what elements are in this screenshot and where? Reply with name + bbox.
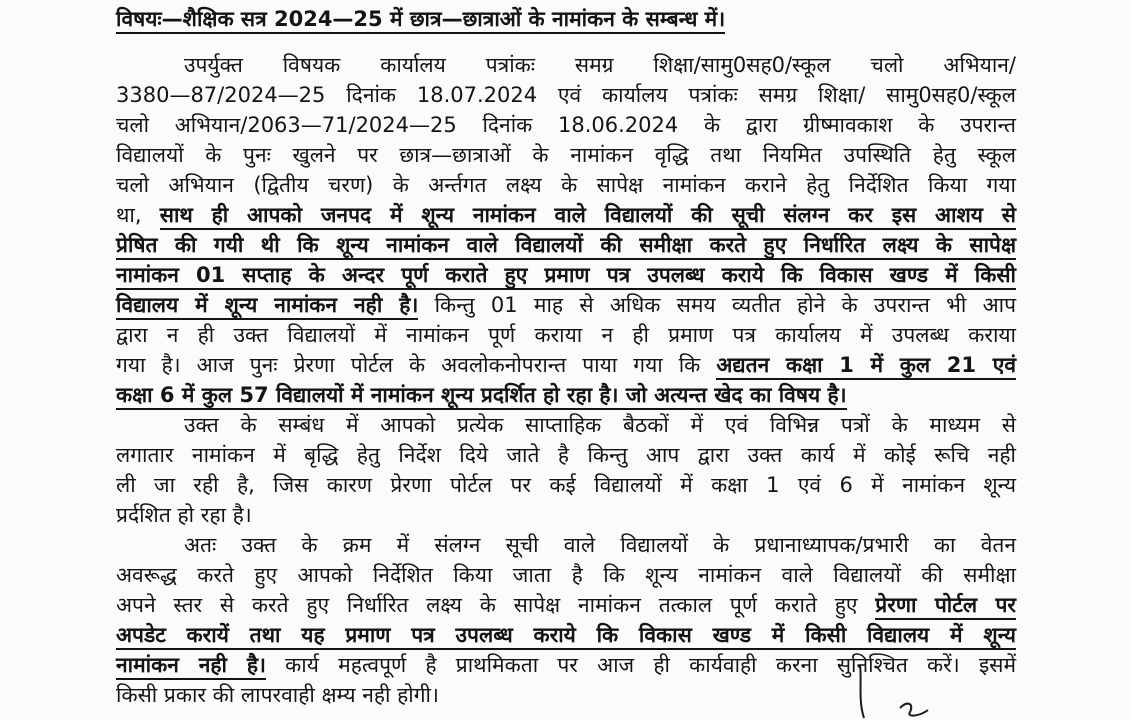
body-line: चलो अभियान (द्वितीय चरण) के अर्न्तगत लक्ष्य के सापेक्ष नामांकन कराने हेतु निर्देशित किया गया	[116, 173, 1016, 197]
underlined-text: नामांकन नही है।	[116, 653, 266, 680]
body-line: प्रर्दशित हो रहा है।	[116, 503, 252, 527]
body-text: था,	[116, 203, 142, 227]
body-line	[116, 200, 1016, 230]
body-text: किन्तु 01 माह से अधिक समय व्यतीत होने के उपरान्त भी आप	[418, 293, 1016, 317]
underlined-text: विद्यालय में शून्य नामांकन नही है।	[116, 293, 418, 320]
underlined-text: साथ ही आपको जनपद में शून्य नामांकन वाले विद्यालयों की सूची संलग्न कर इस आशय से	[160, 203, 1016, 230]
body-line: द्वारा न ही उक्त विद्यालयों में नामांकन पूर्ण कराया न ही प्रमाण पत्र कार्यालय में उपलब्ध कराया	[116, 323, 1016, 347]
signature-mark	[840, 660, 940, 720]
body-line: उक्त के सम्बंध में आपको प्रत्येक साप्ताहिक बैठकों में एवं विभिन्न पत्रों के माध्यम से	[184, 413, 1016, 437]
body-line: लगातार नामांकन में बृद्धि हेतु निर्देश दिये जाते है किन्तु आप द्वारा उक्त कार्य में कोई रूचि नही	[116, 443, 1016, 467]
body-line: अतः उक्त के क्रम में संलग्न सूची वाले विद्यालयों के प्रधानाध्यापक/प्रभारी का वेतन	[184, 533, 1016, 557]
underlined-text: अपडेट करायें तथा यह प्रमाण पत्र उपलब्ध कराये कि विकास खण्ड में किसी विद्यालय में शून्य	[116, 623, 1016, 650]
body-line: विद्यालयों के पुनः खुलने पर छात्र—छात्राओं के नामांकन वृद्धि तथा नियमित उपस्थिति हेतु स्कूल	[116, 143, 1016, 167]
body-line	[116, 590, 1016, 620]
body-line	[116, 620, 1016, 650]
body-line	[116, 260, 1016, 290]
letter-subject: विषयः—शैक्षिक सत्र 2024—25 में छात्र—छात्राओं के नामांकन के सम्बन्ध में।	[116, 4, 725, 34]
body-line	[116, 290, 1016, 320]
body-line: चलो अभियान/2063—71/2024—25 दिनांक 18.06.2024 के द्वारा ग्रीष्मावकाश के उपरान्त	[116, 113, 1016, 137]
underlined-text: प्रेषित की गयी थी कि शून्य नामांकन वाले विद्यालयों की समीक्षा करते हुए निर्धारित लक्ष्य के सापेक्ष	[116, 233, 1016, 260]
body-line: किसी प्रकार की लापरवाही क्षम्य नही होगी।	[116, 683, 439, 707]
body-line: अवरूद्ध करते हुए आपको निर्देशित किया जाता है कि शून्य नामांकन वाले विद्यालयों की समीक्षा	[116, 563, 1016, 587]
underlined-text: कक्षा 6 में कुल 57 विद्यालयों में नामांकन शून्य प्रदर्शित हो रहा है। जो अत्यन्त खेद का विषय है।	[116, 383, 847, 410]
underlined-text: नामांकन 01 सप्ताह के अन्दर पूर्ण कराते हुए प्रमाण पत्र उपलब्ध कराये कि विकास खण्ड में किसी	[116, 263, 1016, 290]
body-text: कार्य महत्वपूर्ण है प्राथमिकता पर आज ही कार्यवाही करना सुनिश्चित करें। इसमें	[265, 653, 1017, 677]
body-line	[116, 350, 1016, 380]
body-text: अपने स्तर से करते हुए निर्धारित लक्ष्य के सापेक्ष नामांकन तत्काल पूर्ण कराते हुए	[116, 593, 876, 617]
body-text: गया है। आज पुनः प्रेरणा पोर्टल के अवलोकनोपरान्त पाया गया कि	[116, 353, 717, 377]
underlined-text: प्रेरणा पोर्टल पर	[875, 593, 1016, 620]
body-line: ली जा रही है, जिस कारण प्रेरणा पोर्टल पर कई विद्यालयों में कक्षा 1 एवं 6 में नामांकन शून्य	[116, 473, 1016, 497]
underlined-text: अद्यतन कक्षा 1 में कुल 21 एवं	[716, 353, 1016, 380]
body-line	[116, 230, 1016, 260]
body-line: 3380—87/2024—25 दिनांक 18.07.2024 एवं कार्यालय पत्रांकः समग्र शिक्षा/ सामु0सह0/स्कूल	[116, 83, 1016, 107]
body-line: उपर्युक्त विषयक कार्यालय पत्रांकः समग्र शिक्षा/सामु0सह0/स्कूल चलो अभियान/	[184, 53, 1016, 77]
body-line	[116, 380, 1016, 410]
